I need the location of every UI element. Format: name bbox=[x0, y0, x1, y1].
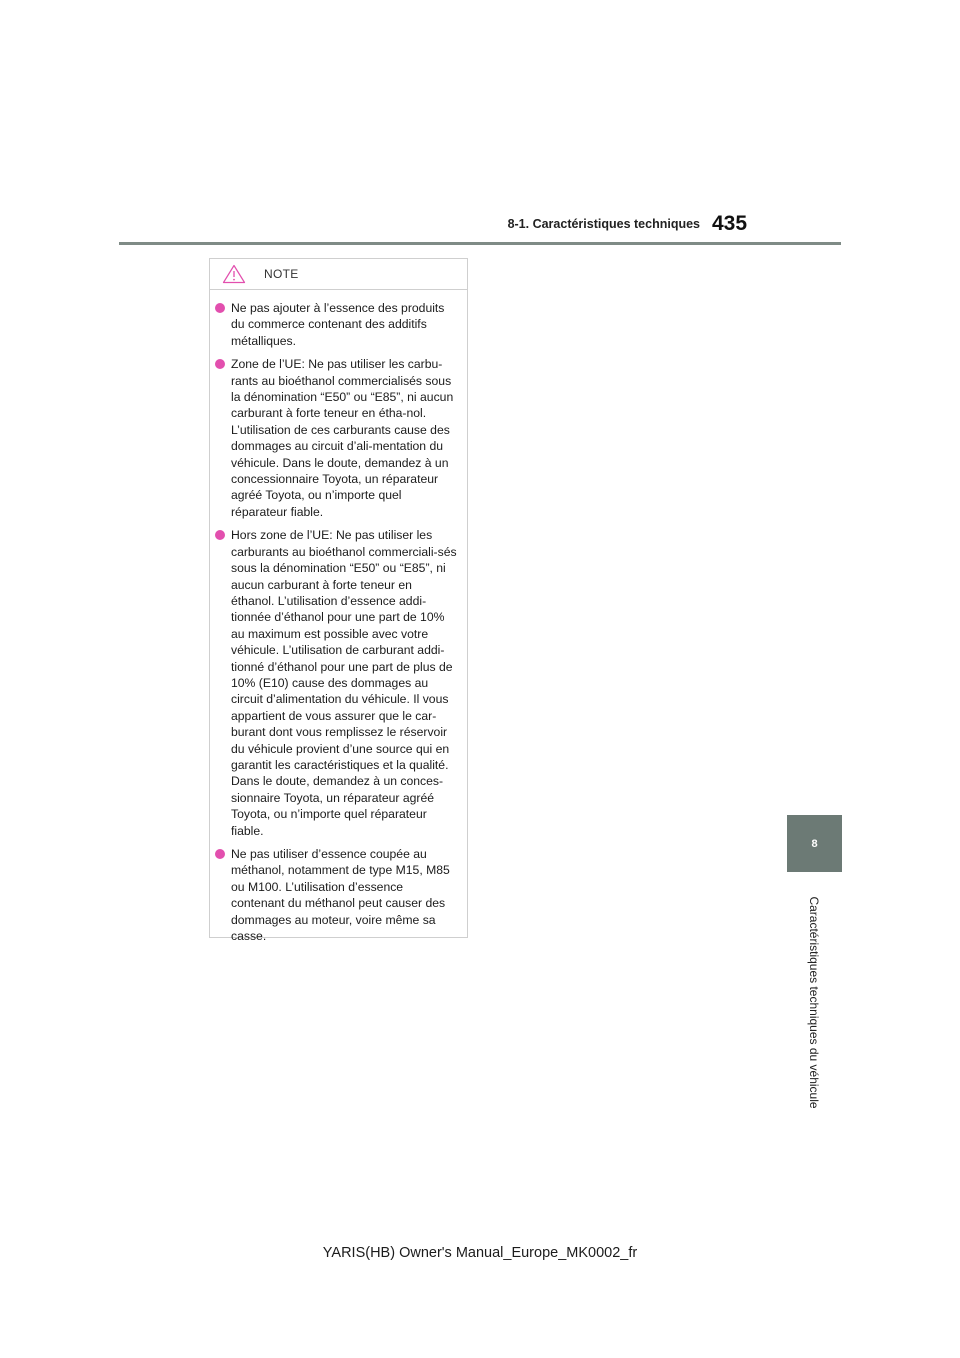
note-box bbox=[209, 258, 468, 944]
page-number: 435 bbox=[712, 212, 748, 235]
note-item bbox=[214, 356, 457, 520]
note-item bbox=[214, 300, 457, 349]
note-body bbox=[210, 290, 467, 944]
note-item-text: Zone de l’UE: Ne pas utiliser les carbu-rants au bioéthanol commercialisés sous la dénomination “E50” ou “E85”, ni aucun carburant à forte teneur en étha-nol. L’utilisation de ces carburants cause des dommages au circuit d’ali-mentation du véhicule. Dans le doute, demandez à un concessionnaire Toyota, un réparateur agréé Toyota, ou n’importe quel réparateur fiable. bbox=[231, 357, 454, 519]
chapter-number: 8 bbox=[811, 837, 818, 850]
bullet-icon bbox=[215, 303, 225, 313]
note-item-text: Ne pas ajouter à l’essence des produits du commerce contenant des additifs métalliques. bbox=[231, 301, 445, 348]
note-item-text: Ne pas utiliser d’essence coupée au méthanol, notamment de type M15, M85 ou M100. L’utilisation d’essence contenant du méthanol peut causer des dommages au moteur, voire même sa casse. bbox=[231, 847, 450, 944]
manual-footer: YARIS(HB) Owner's Manual_Europe_MK0002_fr bbox=[322, 1245, 638, 1261]
bullet-icon bbox=[215, 359, 225, 369]
warning-triangle-icon bbox=[222, 264, 246, 284]
header-rule bbox=[119, 242, 841, 245]
bullet-icon bbox=[215, 849, 225, 859]
note-header bbox=[210, 259, 467, 290]
note-item bbox=[214, 527, 457, 839]
bullet-icon bbox=[215, 530, 225, 540]
chapter-tab[interactable] bbox=[787, 815, 842, 872]
note-item bbox=[214, 846, 457, 944]
note-item-text: Hors zone de l’UE: Ne pas utiliser les carburants au bioéthanol commerciali-sés sous la dénomination “E50” ou “E85”, ni aucun carburant à forte teneur en éthanol. L’utilisation d’essence addi-tionnée d’éthanol pour une part de 10% au maximum est possible avec votre véhicule. L’utilisation de carburant addi-tionné d’éthanol pour une part de plus de 10% (E10) cause des dommages au circuit d’alimentation du véhicule. Il vous appartient de vous assurer que le car-burant dont vous remplissez le réservoir du véhicule provient d’une source qui en garantit les caractéristiques et la qualité. Dans le doute, demandez à un conces-sionnaire Toyota, un réparateur agréé Toyota, ou n’importe quel réparateur fiable. bbox=[231, 528, 457, 838]
note-label: NOTE bbox=[264, 267, 299, 281]
chapter-side-label: Caractéristiques techniques du véhicule bbox=[807, 896, 822, 1109]
section-title: 8-1. Caractéristiques techniques bbox=[507, 217, 700, 231]
